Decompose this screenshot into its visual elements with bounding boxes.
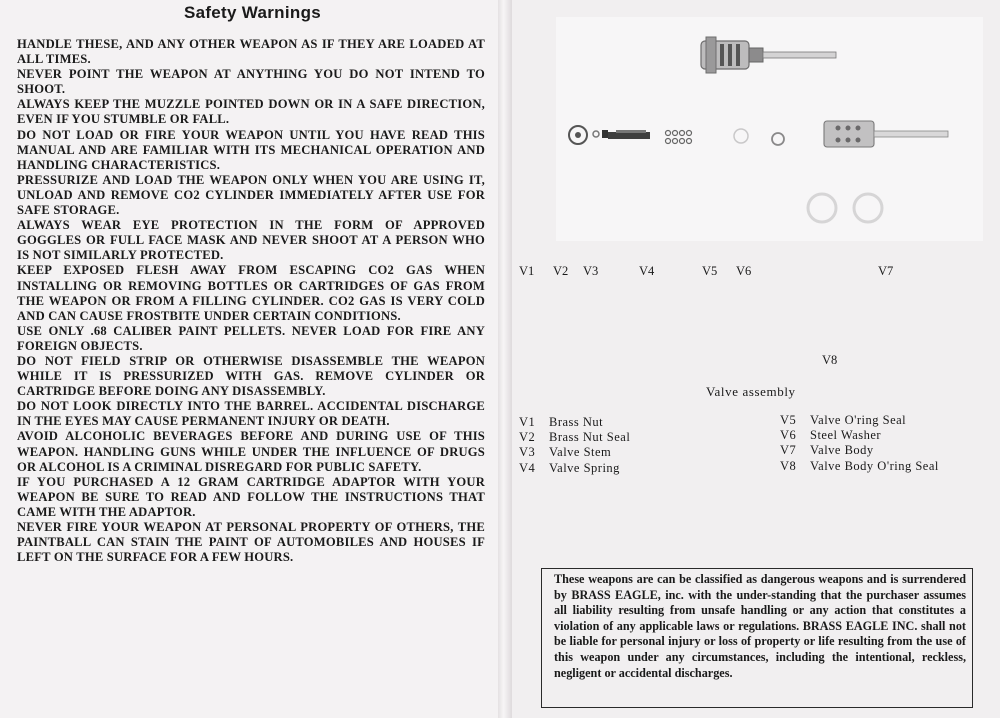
liability-disclaimer-box: These weapons are can be classified as dangerous weapons and is surrendered by BRASS EAGLE, inc. with the under-standing that the purchaser assumes all liability resulting from unsafe handling or any action that constitutes a violation of any applicable laws or regulations. BRASS EAGLE INC. shall not be liable for personal injury or loss of property or life resulting from the use of this weapon under any circumstances, including the intentional, reckless, negligent or accidental discharges. <box>541 568 973 708</box>
part-label: V2 <box>553 264 569 278</box>
part-label: V3 <box>583 264 599 278</box>
warning-item: NEVER FIRE YOUR WEAPON AT PERSONAL PROPERTY OF OTHERS, THE PAINTBALL CAN STAIN THE PAINT OF AUTOMOBILES AND HOUSES IF LEFT ON THE SURFACE FOR A FEW HOURS. <box>17 520 485 565</box>
valve-stem-part <box>602 130 650 139</box>
warning-item: ALWAYS WEAR EYE PROTECTION IN THE FORM OF APPROVED GOGGLES OR FULL FACE MASK AND NEVER SHOOT AT A PERSON WHO IS NOT SIMILARLY PROTECTED. <box>17 218 485 263</box>
brass-nut-part <box>569 126 587 144</box>
legend-row: V8 Valve Body O'ring Seal <box>780 458 939 473</box>
warning-item: NEVER POINT THE WEAPON AT ANYTHING YOU DO NOT INTEND TO SHOOT. <box>17 67 485 97</box>
valve-body-oring-part <box>808 194 836 222</box>
valve-parts-illustration <box>556 17 983 241</box>
warning-item: KEEP EXPOSED FLESH AWAY FROM ESCAPING CO2 GAS WHEN INSTALLING OR REMOVING BOTTLES OR CARTRIDGES OF GAS FROM THE WEAPON OR FROM A FILLING CYLINDER. CO2 GAS IS VERY COLD AND CAN CAUSE FROSTBITE UNDER CERTAIN CONDITIONS. <box>17 263 485 323</box>
warning-item: USE ONLY .68 CALIBER PAINT PELLETS. NEVER LOAD FOR FIRE ANY FOREIGN OBJECTS. <box>17 323 485 353</box>
valve-oring-seal-part <box>734 129 748 143</box>
book-spine <box>498 0 512 718</box>
part-label: V5 <box>702 264 718 278</box>
warning-item: HANDLE THESE, AND ANY OTHER WEAPON AS IF THEY ARE LOADED AT ALL TIMES. <box>17 37 485 67</box>
warning-item: IF YOU PURCHASED A 12 GRAM CARTRIDGE ADAPTOR WITH YOUR WEAPON BE SURE TO READ AND FOLLOW THE INSTRUCTIONS THAT CAME WITH THE ADAPTOR. <box>17 474 485 519</box>
valve-spring-part <box>666 131 692 144</box>
part-label: V4 <box>639 264 655 278</box>
warning-item: PRESSURIZE AND LOAD THE WEAPON ONLY WHEN YOU ARE USING IT, UNLOAD AND REMOVE CO2 CYLINDER IMMEDIATELY AFTER USE FOR SAFE STORAGE. <box>17 172 485 218</box>
legend-row: V1 Brass Nut <box>519 415 604 429</box>
safety-warnings-list <box>17 37 485 565</box>
assembled-valve <box>701 37 836 73</box>
part-label: V1 <box>519 264 535 278</box>
valve-body-part <box>824 121 948 147</box>
valve-body-oring-part <box>854 194 882 222</box>
part-label: V7 <box>878 264 894 278</box>
figure-caption: Valve assembly <box>706 384 796 399</box>
legend-row: V2 Brass Nut Seal <box>519 430 631 445</box>
legend-row: V7 Valve Body <box>780 443 874 458</box>
parts-legend-left <box>519 415 630 476</box>
legend-row: V3 Valve Stem <box>519 445 612 460</box>
parts-legend-right <box>780 413 939 474</box>
warning-item: AVOID ALCOHOLIC BEVERAGES BEFORE AND DURING USE OF THIS WEAPON. HANDLING GUNS WHILE UNDER THE INFLUENCE OF DRUGS OR ALCOHOL IS A CRIMINAL DISREGARD FOR PUBLIC SAFETY. <box>17 429 485 474</box>
legend-row: V4 Valve Spring <box>519 460 620 475</box>
page-title: Safety Warnings <box>183 3 322 22</box>
brass-nut-seal-part <box>593 131 599 137</box>
warning-item: ALWAYS KEEP THE MUZZLE POINTED DOWN OR IN A SAFE DIRECTION, EVEN IF YOU STUMBLE OR FALL. <box>17 97 485 127</box>
warning-item: DO NOT LOAD OR FIRE YOUR WEAPON UNTIL YOU HAVE READ THIS MANUAL AND ARE FAMILIAR WITH ITS MECHANICAL OPERATION AND HANDLING CHARACTERISTICS. <box>17 127 485 172</box>
legend-row: V6 Steel Washer <box>780 428 882 443</box>
legend-row: V5 Valve O'ring Seal <box>780 413 907 427</box>
part-label: V6 <box>736 264 752 278</box>
warning-item: DO NOT FIELD STRIP OR OTHERWISE DISASSEMBLE THE WEAPON WHILE IT IS PRESSURIZED WITH GAS. REMOVE CYLINDER OR CARTRIDGE BEFORE DOING ANY DISASSEMBLY. <box>17 353 485 399</box>
valve-assembly-photo <box>556 17 983 241</box>
warning-item: DO NOT LOOK DIRECTLY INTO THE BARREL. ACCIDENTAL DISCHARGE IN THE EYES MAY CAUSE PERMANENT INJURY OR DEATH. <box>17 399 485 429</box>
steel-washer-part <box>772 133 784 145</box>
part-label: V8 <box>822 353 838 367</box>
